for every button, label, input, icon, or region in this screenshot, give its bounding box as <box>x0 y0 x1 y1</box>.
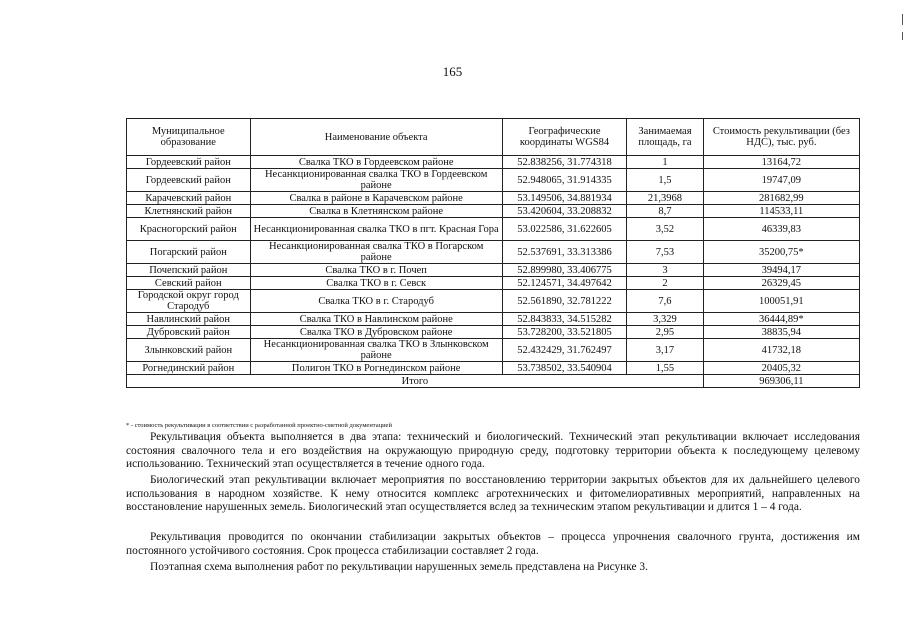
cell-cost: 39494,17 <box>703 264 859 277</box>
cell-municipality: Гордеевский район <box>127 156 251 169</box>
cell-cost: 35200,75* <box>703 241 859 264</box>
header-cost: Стоимость рекультивации (без НДС), тыс. руб. <box>703 119 859 156</box>
cell-municipality: Карачевский район <box>127 192 251 205</box>
cell-object-name: Свалка ТКО в Дубровском районе <box>250 326 502 339</box>
cell-municipality: Красногорский район <box>127 218 251 241</box>
table-row <box>127 218 860 241</box>
cell-municipality: Городской округ город Стародуб <box>127 290 251 313</box>
cell-municipality: Рогнединский район <box>127 362 251 375</box>
header-coordinates: Географические координаты WGS84 <box>502 119 626 156</box>
cell-coordinates: 53.022586, 31.622605 <box>502 218 626 241</box>
cell-coordinates: 52.899980, 33.406775 <box>502 264 626 277</box>
cell-area: 3 <box>627 264 703 277</box>
paragraph-stabilization-text: Рекультивация проводится по окончании стабилизации закрытых объектов – процесса упрочнения свалочного грунта, достижения им постоянного устойчивого состояния. Срок процесса стабилизации составляет 2 года. <box>126 531 860 557</box>
header-object-name: Наименование объекта <box>250 119 502 156</box>
cell-object-name: Несанкционированная свалка ТКО в Погарском районе <box>250 241 502 264</box>
table-header-row <box>127 119 860 156</box>
cell-municipality: Севский район <box>127 277 251 290</box>
total-label: Итого <box>127 375 704 388</box>
cell-area: 21,3968 <box>627 192 703 205</box>
cell-coordinates: 53.738502, 33.540904 <box>502 362 626 375</box>
cell-cost: 20405,32 <box>703 362 859 375</box>
cell-object-name: Свалка ТКО в Навлинском районе <box>250 313 502 326</box>
cell-object-name: Несанкционированная свалка ТКО в пгт. Красная Гора <box>250 218 502 241</box>
cell-coordinates: 53.420604, 33.208832 <box>502 205 626 218</box>
cell-coordinates: 52.843833, 34.515282 <box>502 313 626 326</box>
cell-coordinates: 52.561890, 32.781222 <box>502 290 626 313</box>
table-row <box>127 192 860 205</box>
cell-cost: 41732,18 <box>703 339 859 362</box>
table-row <box>127 241 860 264</box>
cell-area: 1 <box>627 156 703 169</box>
header-municipality: Муниципальное образование <box>127 119 251 156</box>
cell-cost: 36444,89* <box>703 313 859 326</box>
table-row <box>127 339 860 362</box>
table-row <box>127 156 860 169</box>
cell-object-name: Свалка в районе в Карачевском районе <box>250 192 502 205</box>
cell-coordinates: 52.432429, 31.762497 <box>502 339 626 362</box>
paragraph-biological-stage <box>126 474 860 515</box>
cell-area: 3,52 <box>627 218 703 241</box>
cell-municipality: Навлинский район <box>127 313 251 326</box>
cell-area: 2 <box>627 277 703 290</box>
cell-coordinates: 52.838256, 31.774318 <box>502 156 626 169</box>
remediation-cost-table <box>126 118 860 388</box>
cell-area: 7,53 <box>627 241 703 264</box>
paragraph-figure-reference-text: Поэтапная схема выполнения работ по рекультивации нарушенных земель представлена на Рисунке 3. <box>150 561 648 573</box>
cell-cost: 13164,72 <box>703 156 859 169</box>
cell-municipality: Погарский район <box>127 241 251 264</box>
cell-object-name: Свалка ТКО в г. Севск <box>250 277 502 290</box>
table-row <box>127 205 860 218</box>
cell-area: 8,7 <box>627 205 703 218</box>
table-row <box>127 362 860 375</box>
cell-area: 3,329 <box>627 313 703 326</box>
cell-cost: 46339,83 <box>703 218 859 241</box>
table-row <box>127 264 860 277</box>
cell-object-name: Свалка ТКО в г. Стародуб <box>250 290 502 313</box>
paragraph-biological-stage-text: Биологический этап рекультивации включает мероприятия по восстановлению территории закрытых объектов для их дальнейшего целевого использования в народном хозяйстве. К нему относится комплекс агротехнических и фитомелиоративных мероприятий, направленных на восстановление нарушенных земель. Биологический этап осуществляется вслед за техническим этапом рекультивации и длится 1 – 4 года. <box>126 474 860 514</box>
cell-object-name: Несанкционированная свалка ТКО в Гордеевском районе <box>250 169 502 192</box>
cell-area: 3,17 <box>627 339 703 362</box>
table-row <box>127 313 860 326</box>
cell-area: 1,5 <box>627 169 703 192</box>
table-total-row <box>127 375 860 388</box>
paragraph-stages <box>126 431 860 472</box>
cell-coordinates: 52.537691, 33.313386 <box>502 241 626 264</box>
table-row <box>127 290 860 313</box>
cell-object-name: Свалка ТКО в г. Почеп <box>250 264 502 277</box>
cell-area: 2,95 <box>627 326 703 339</box>
cell-municipality: Злынковский район <box>127 339 251 362</box>
cell-object-name: Свалка в Клетнянском районе <box>250 205 502 218</box>
cell-cost: 114533,11 <box>703 205 859 218</box>
cell-municipality: Почепский район <box>127 264 251 277</box>
cell-cost: 19747,09 <box>703 169 859 192</box>
cell-cost: 100051,91 <box>703 290 859 313</box>
cell-cost: 26329,45 <box>703 277 859 290</box>
paragraph-figure-reference <box>126 561 860 575</box>
table-footnote: * - стоимость рекультивации в соответствии с разработанной проектно-сметной документацией <box>126 422 392 429</box>
cell-area: 7,6 <box>627 290 703 313</box>
cell-municipality: Гордеевский район <box>127 169 251 192</box>
table-row <box>127 326 860 339</box>
table-body <box>127 156 860 375</box>
cell-cost: 38835,94 <box>703 326 859 339</box>
total-value: 969306,11 <box>703 375 859 388</box>
page-number: 165 <box>442 64 463 79</box>
cell-municipality: Клетнянский район <box>127 205 251 218</box>
cell-coordinates: 52.948065, 31.914335 <box>502 169 626 192</box>
scan-edge-mark-top <box>902 14 903 25</box>
cell-coordinates: 53.728200, 33.521805 <box>502 326 626 339</box>
cell-object-name: Свалка ТКО в Гордеевском районе <box>250 156 502 169</box>
cell-area: 1,55 <box>627 362 703 375</box>
header-area: Занимаемая площадь, га <box>627 119 703 156</box>
cell-object-name: Несанкционированная свалка ТКО в Злынковском районе <box>250 339 502 362</box>
cell-cost: 281682,99 <box>703 192 859 205</box>
cell-object-name: Полигон ТКО в Рогнединском районе <box>250 362 502 375</box>
scan-edge-mark-bottom <box>902 32 903 40</box>
cell-coordinates: 52.124571, 34.497642 <box>502 277 626 290</box>
paragraph-stages-text: Рекультивация объекта выполняется в два этапа: технический и биологический. Технический этап рекультивации включает исследования состояния свалочного тела и его воздействия на окружающую природную среду, подготовку территории объекта к последующему целевому использованию. Технический этап осуществляется в течение одного года. <box>126 431 860 471</box>
cell-municipality: Дубровский район <box>127 326 251 339</box>
table-row <box>127 169 860 192</box>
paragraph-stabilization <box>126 531 860 558</box>
table-row <box>127 277 860 290</box>
cell-coordinates: 53.149506, 34.881934 <box>502 192 626 205</box>
